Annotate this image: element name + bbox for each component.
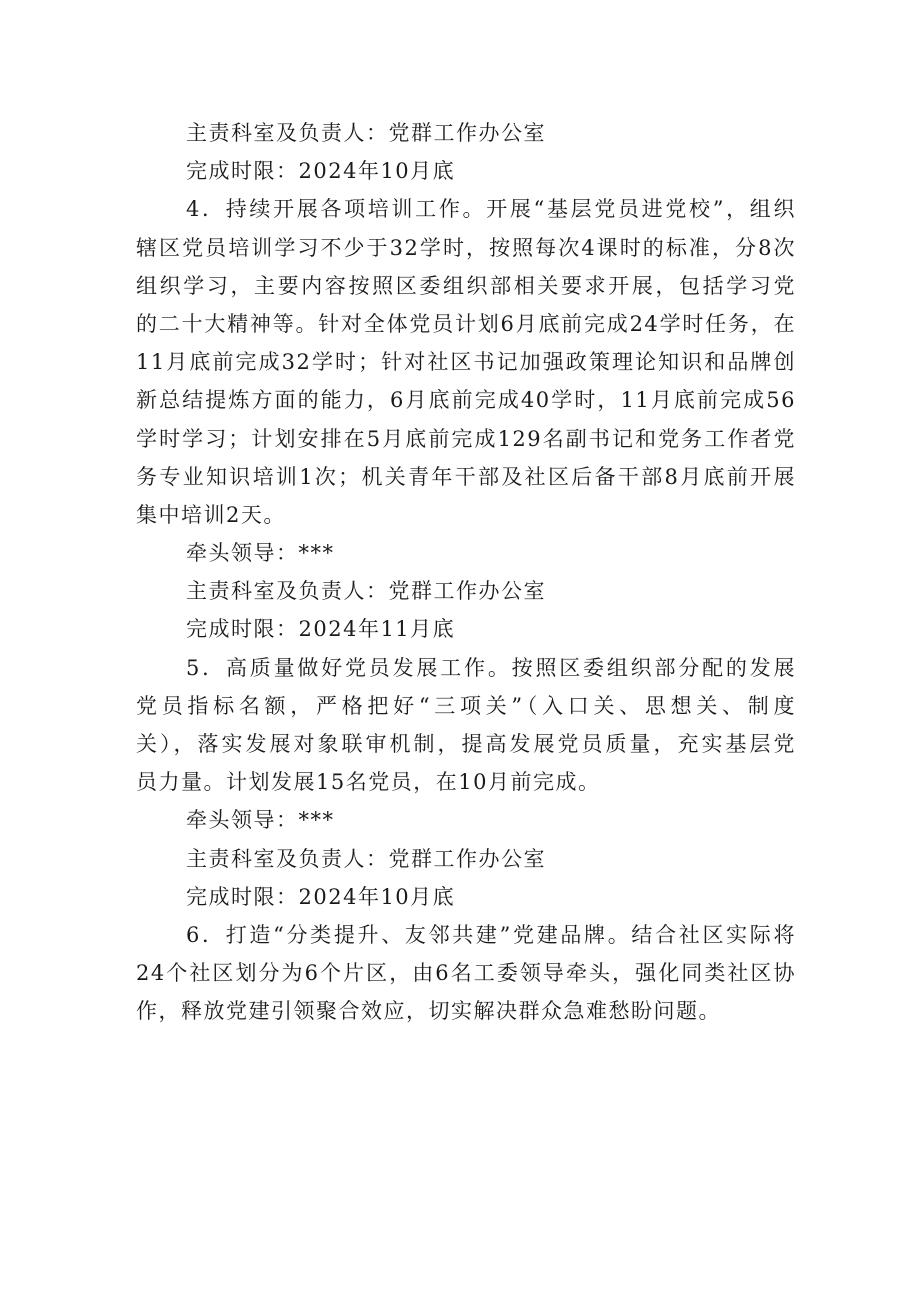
paragraph-line: 24个社区划分为6个片区，由6名工委领导牵头，强化同类社区协 bbox=[136, 961, 796, 986]
paragraph-last-line: 作，释放党建引领聚合效应，切实解决群众急难愁盼问题。 bbox=[136, 999, 721, 1024]
paragraph-last-line: 集中培训2天。 bbox=[136, 502, 286, 527]
paragraph-line: 组织学习，主要内容按照区委组织部相关要求开展，包括学习党 bbox=[136, 273, 796, 298]
paragraph-line: 党员指标名额，严格把好“三项关”（入口关、思想关、制度 bbox=[136, 693, 796, 718]
item-6-heading-line: 6．打造“分类提升、友邻共建”党建品牌。结合社区实际将 bbox=[186, 922, 796, 947]
paragraph-line: 学时学习；计划安排在5月底前完成129名副书记和党务工作者党 bbox=[136, 426, 796, 451]
paragraph-line: 关），落实发展对象联审机制，提高发展党员质量，充实基层党 bbox=[136, 732, 796, 756]
paragraph-line: 11月底前完成32学时；针对社区书记加强政策理论知识和品牌创 bbox=[136, 350, 796, 375]
lead-leader-line: 牵头领导：*** bbox=[186, 541, 335, 566]
responsible-office-line: 主责科室及负责人：党群工作办公室 bbox=[186, 121, 546, 145]
responsible-office-line: 主责科室及负责人：党群工作办公室 bbox=[186, 846, 546, 871]
item-4-heading-line: 4．持续开展各项培训工作。开展“基层党员进党校”，组织 bbox=[186, 197, 796, 222]
deadline-line: 完成时限：2024年10月底 bbox=[186, 159, 456, 184]
paragraph-last-line: 员力量。计划发展15名党员，在10月前完成。 bbox=[136, 770, 601, 795]
responsible-office-line: 主责科室及负责人：党群工作办公室 bbox=[186, 579, 546, 604]
document-body bbox=[136, 114, 796, 1031]
deadline-line: 完成时限：2024年10月底 bbox=[186, 884, 456, 909]
lead-leader-line: 牵头领导：*** bbox=[186, 808, 335, 833]
item-5-heading-line: 5．高质量做好党员发展工作。按照区委组织部分配的发展 bbox=[186, 655, 796, 680]
paragraph-line: 的二十大精神等。针对全体党员计划6月底前完成24学时任务，在 bbox=[136, 311, 796, 336]
paragraph-line: 新总结提炼方面的能力，6月底前完成40学时，11月底前完成56 bbox=[136, 388, 796, 413]
paragraph-line: 辖区党员培训学习不少于32学时，按照每次4课时的标准，分8次 bbox=[136, 235, 796, 260]
paragraph-line: 务专业知识培训1次；机关青年干部及社区后备干部8月底前开展 bbox=[136, 464, 796, 489]
deadline-line: 完成时限：2024年11月底 bbox=[186, 617, 456, 642]
